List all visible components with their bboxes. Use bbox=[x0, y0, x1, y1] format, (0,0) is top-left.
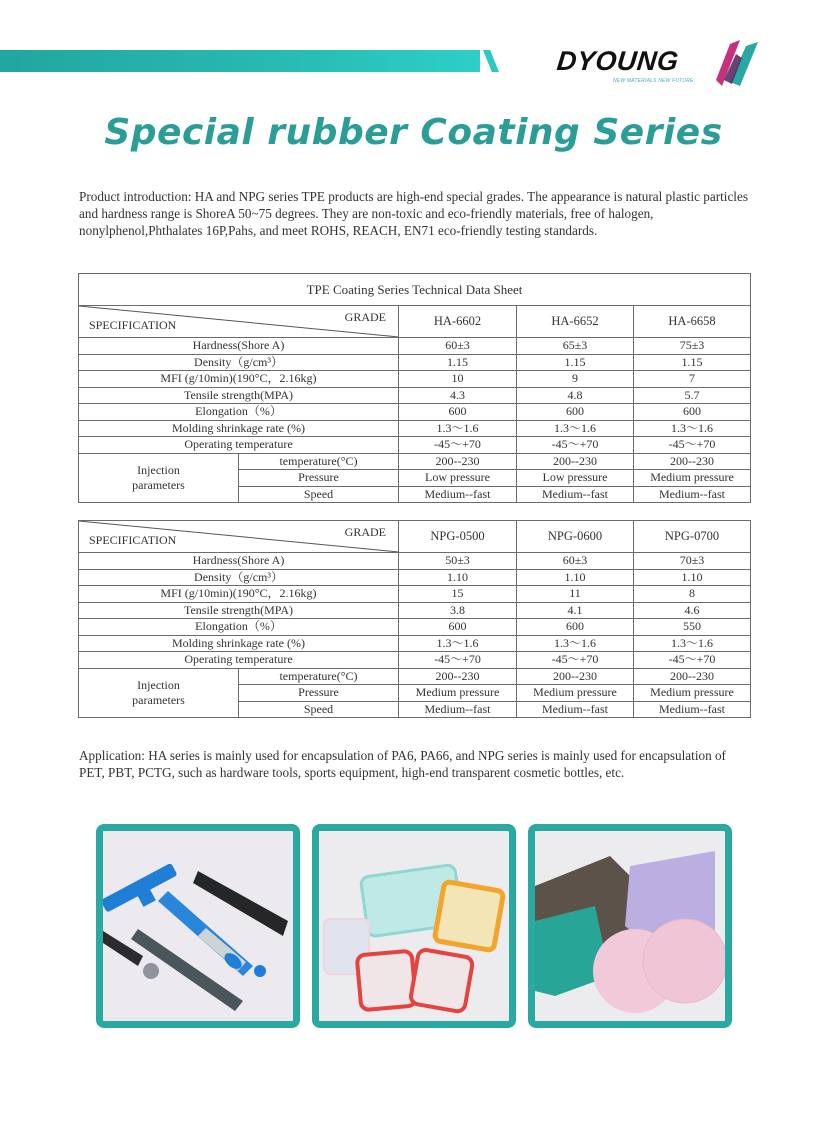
row-label: Tensile strength(MPA) bbox=[79, 602, 399, 619]
table-header-row bbox=[79, 306, 751, 338]
cell: 200--230 bbox=[399, 668, 517, 685]
row-label: Molding shrinkage rate (%) bbox=[79, 635, 399, 652]
row-label: Hardness(Shore A) bbox=[79, 338, 399, 355]
cell: 7 bbox=[634, 371, 751, 388]
hardware-tools-photo bbox=[96, 824, 300, 1028]
row-label: Tensile strength(MPA) bbox=[79, 387, 399, 404]
injection-parameters-label: Injection parameters bbox=[79, 453, 239, 503]
cell: 200--230 bbox=[399, 453, 517, 470]
header-teal-bar bbox=[0, 50, 480, 72]
cell: 70±3 bbox=[634, 553, 751, 570]
grade-header: HA-6602 bbox=[399, 306, 517, 338]
row-label: Speed bbox=[239, 701, 399, 718]
row-label: Operating temperature bbox=[79, 437, 399, 454]
cell: 600 bbox=[517, 404, 634, 421]
specification-label: SPECIFICATION bbox=[89, 533, 177, 547]
row-label: Speed bbox=[239, 486, 399, 503]
spec-grade-header bbox=[79, 306, 399, 338]
cell: 200--230 bbox=[634, 453, 751, 470]
table-row bbox=[79, 553, 751, 570]
cell: Medium--fast bbox=[399, 486, 517, 503]
row-label: MFI (g/10min)(190°C，2.16kg) bbox=[79, 586, 399, 603]
cell: -45～+70 bbox=[399, 652, 517, 669]
row-label: temperature(°C) bbox=[239, 668, 399, 685]
cell: -45～+70 bbox=[634, 652, 751, 669]
table-row bbox=[79, 619, 751, 636]
row-label: Molding shrinkage rate (%) bbox=[79, 420, 399, 437]
brand-mark-icon bbox=[708, 40, 763, 88]
cell: 1.15 bbox=[399, 354, 517, 371]
table-row bbox=[79, 420, 751, 437]
cell: 600 bbox=[399, 619, 517, 636]
cell: Low pressure bbox=[399, 470, 517, 487]
cell: 1.15 bbox=[517, 354, 634, 371]
table-row bbox=[79, 437, 751, 454]
cell: 600 bbox=[634, 404, 751, 421]
cell: 200--230 bbox=[517, 668, 634, 685]
cell: Medium pressure bbox=[634, 685, 751, 702]
cell: 11 bbox=[517, 586, 634, 603]
cell: 1.3～1.6 bbox=[517, 420, 634, 437]
specification-label: SPECIFICATION bbox=[89, 318, 177, 332]
cell: -45～+70 bbox=[517, 652, 634, 669]
cell: 75±3 bbox=[634, 338, 751, 355]
cell: 4.8 bbox=[517, 387, 634, 404]
cell: 5.7 bbox=[634, 387, 751, 404]
grade-label: GRADE bbox=[344, 310, 386, 324]
header-bar-stripe bbox=[483, 50, 499, 72]
cell: 8 bbox=[634, 586, 751, 603]
cell: 60±3 bbox=[517, 553, 634, 570]
row-label: MFI (g/10min)(190°C，2.16kg) bbox=[79, 371, 399, 388]
cell: Medium--fast bbox=[517, 486, 634, 503]
cell: 1.15 bbox=[634, 354, 751, 371]
cell: 65±3 bbox=[517, 338, 634, 355]
cell: 10 bbox=[399, 371, 517, 388]
cell: Medium pressure bbox=[634, 470, 751, 487]
product-introduction: Product introduction: HA and NPG series TPE products are high-end special grades. The appearance is natural plastic particles and hardness range is ShoreA 50~75 degrees. They are non-toxic and eco-friendly materials, free of halogen, nonylphenol,Phthalates 16P,Pahs, and meet ROHS, REACH, EN71 eco-friendly testing standards. bbox=[79, 189, 748, 238]
table-title: TPE Coating Series Technical Data Sheet bbox=[79, 274, 751, 306]
row-label: Hardness(Shore A) bbox=[79, 553, 399, 570]
table-row bbox=[79, 635, 751, 652]
cell: 600 bbox=[399, 404, 517, 421]
brand-tagline: NEW MATERIALS NEW FUTURE bbox=[613, 78, 694, 84]
row-label: Elongation（%） bbox=[79, 619, 399, 636]
cell: Low pressure bbox=[517, 470, 634, 487]
cell: -45～+70 bbox=[517, 437, 634, 454]
cell: 200--230 bbox=[517, 453, 634, 470]
application-text: Application: HA series is mainly used for encapsulation of PA6, PA66, and NPG series is mainly used for encapsulation of PET, PBT, PCTG, such as hardware tools, sports equipment, high-end transparent cosmetic bottles, etc. bbox=[79, 748, 726, 780]
row-label: Elongation（%） bbox=[79, 404, 399, 421]
cell: Medium--fast bbox=[634, 701, 751, 718]
grade-header: NPG-0500 bbox=[399, 521, 517, 553]
row-label: Density（g/cm³） bbox=[79, 569, 399, 586]
row-label: Density（g/cm³） bbox=[79, 354, 399, 371]
cell: Medium pressure bbox=[399, 685, 517, 702]
cell: 1.3～1.6 bbox=[399, 635, 517, 652]
grade-header: NPG-0700 bbox=[634, 521, 751, 553]
spec-grade-header bbox=[79, 521, 399, 553]
brand-name: DYOUNG bbox=[555, 46, 681, 76]
cell: Medium--fast bbox=[634, 486, 751, 503]
cell: 1.10 bbox=[399, 569, 517, 586]
page-title: Special rubber Coating Series bbox=[104, 112, 723, 153]
table-row bbox=[79, 354, 751, 371]
grade-label: GRADE bbox=[344, 525, 386, 539]
cell: 50±3 bbox=[399, 553, 517, 570]
cell: 1.3～1.6 bbox=[634, 420, 751, 437]
ha-series-data-table bbox=[78, 273, 751, 503]
cell: 1.10 bbox=[634, 569, 751, 586]
cell: 4.6 bbox=[634, 602, 751, 619]
injection-parameters-label: Injection parameters bbox=[79, 668, 239, 718]
cell: 600 bbox=[517, 619, 634, 636]
cell: 9 bbox=[517, 371, 634, 388]
table-title-row bbox=[79, 274, 751, 306]
table-row bbox=[79, 569, 751, 586]
cell: 4.3 bbox=[399, 387, 517, 404]
table-row bbox=[79, 453, 751, 470]
table-row bbox=[79, 586, 751, 603]
grade-header: HA-6652 bbox=[517, 306, 634, 338]
brand-logo bbox=[557, 40, 767, 90]
cell: Medium--fast bbox=[517, 701, 634, 718]
row-label: Pressure bbox=[239, 685, 399, 702]
npg-series-data-table bbox=[78, 520, 751, 718]
cell: Medium--fast bbox=[399, 701, 517, 718]
cell: 1.3～1.6 bbox=[399, 420, 517, 437]
table-row bbox=[79, 338, 751, 355]
row-label: temperature(°C) bbox=[239, 453, 399, 470]
table-header-row bbox=[79, 521, 751, 553]
table-row bbox=[79, 371, 751, 388]
cell: Medium pressure bbox=[517, 685, 634, 702]
cell: -45～+70 bbox=[634, 437, 751, 454]
row-label: Pressure bbox=[239, 470, 399, 487]
grade-header: NPG-0600 bbox=[517, 521, 634, 553]
cell: 3.8 bbox=[399, 602, 517, 619]
cell: 1.3～1.6 bbox=[517, 635, 634, 652]
mats-and-coasters-photo bbox=[528, 824, 732, 1028]
table-row bbox=[79, 602, 751, 619]
table-row bbox=[79, 387, 751, 404]
row-label: Operating temperature bbox=[79, 652, 399, 669]
grade-header: HA-6658 bbox=[634, 306, 751, 338]
table-row bbox=[79, 668, 751, 685]
cell: 200--230 bbox=[634, 668, 751, 685]
cell: 1.10 bbox=[517, 569, 634, 586]
cell: 1.3～1.6 bbox=[634, 635, 751, 652]
cell: 15 bbox=[399, 586, 517, 603]
cell: -45～+70 bbox=[399, 437, 517, 454]
food-container-lids-photo bbox=[312, 824, 516, 1028]
table-row bbox=[79, 404, 751, 421]
cell: 4.1 bbox=[517, 602, 634, 619]
table-row bbox=[79, 652, 751, 669]
cell: 60±3 bbox=[399, 338, 517, 355]
cell: 550 bbox=[634, 619, 751, 636]
